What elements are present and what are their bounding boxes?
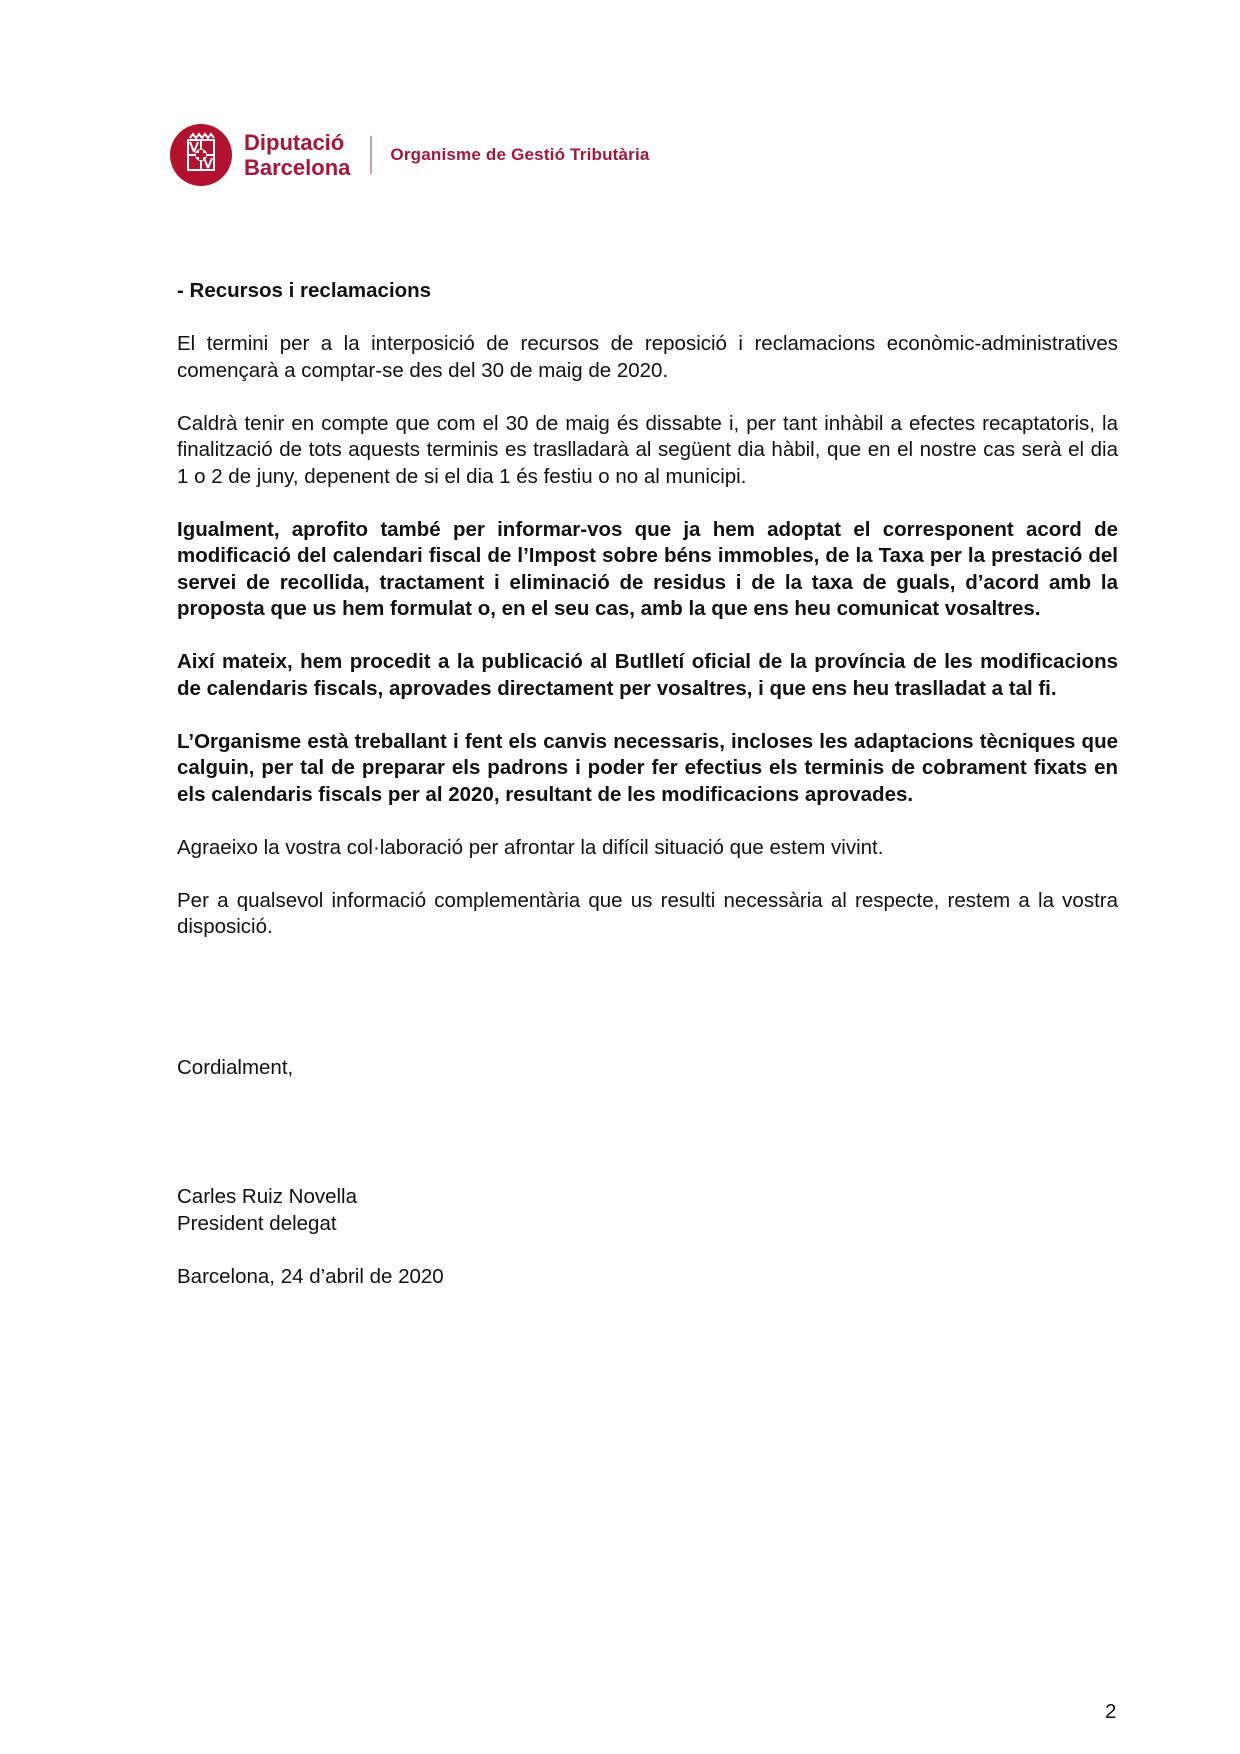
- paragraph-4: Així mateix, hem procedit a la publicació al Butlletí oficial de la província de les modificacions de calendaris fiscals, aprovades directament per vosaltres, i que ens heu traslladat a tal fi.: [177, 650, 1118, 700]
- header-divider: [370, 136, 372, 174]
- section-heading: - Recursos i reclamacions: [177, 279, 432, 302]
- place-date: Barcelona, 24 d’abril de 2020: [177, 1265, 444, 1288]
- organism-name: Organisme de Gestió Tributària: [390, 145, 650, 164]
- closing: Cordialment,: [177, 1056, 294, 1079]
- coat-of-arms-icon: [170, 124, 232, 186]
- paragraph-1: El termini per a la interposició de recursos de reposició i reclamacions econòmic-administratives començarà a comptar-se des del 30 de maig de 2020.: [177, 332, 1118, 382]
- paragraph-6: Agraeixo la vostra col·laboració per afrontar la difícil situació que estem vivint.: [177, 835, 884, 859]
- header-logo: [170, 124, 650, 186]
- institution-name-line2: Barcelona: [244, 155, 351, 180]
- paragraph-2: Caldrà tenir en compte que com el 30 de maig és dissabte i, per tant inhàbil a efectes recaptatoris, la finalització de tots aquests terminis es traslladarà al següent dia hàbil, que en el nostre cas serà el dia 1 o 2 de juny, depenent de si el dia 1 és festiu o no al municipi.: [177, 411, 1118, 488]
- paragraph-7: Per a qualsevol informació complementària que us resulti necessària al respecte, restem a la vostra disposició.: [177, 888, 1118, 938]
- institution-name: [244, 130, 350, 180]
- paragraph-5: L’Organisme està treballant i fent els canvis necessaris, incloses les adaptacions tècniques que calguin, per tal de preparar els padrons i poder fer efectius els terminis de cobrament fixats en els calendaris fiscals per al 2020, resultant de les modificacions aprovades.: [177, 729, 1118, 806]
- paragraph-3: Igualment, aprofito també per informar-vos que ja hem adoptat el corresponent acord de modificació del calendari fiscal de l’Impost sobre béns immobles, de la Taxa per la prestació del servei de recollida, tractament i eliminació de residus i de la taxa de guals, d’acord amb la proposta que us hem formulat o, en el seu cas, amb la que ens heu comunicat vosaltres.: [177, 517, 1118, 620]
- page-number: 2: [1105, 1700, 1117, 1723]
- letter-body: [177, 278, 1118, 967]
- signature-block: [177, 1184, 357, 1237]
- signatory-name: Carles Ruiz Novella: [177, 1185, 358, 1208]
- signatory-title: President delegat: [177, 1211, 337, 1235]
- institution-name-line1: Diputació: [244, 130, 345, 155]
